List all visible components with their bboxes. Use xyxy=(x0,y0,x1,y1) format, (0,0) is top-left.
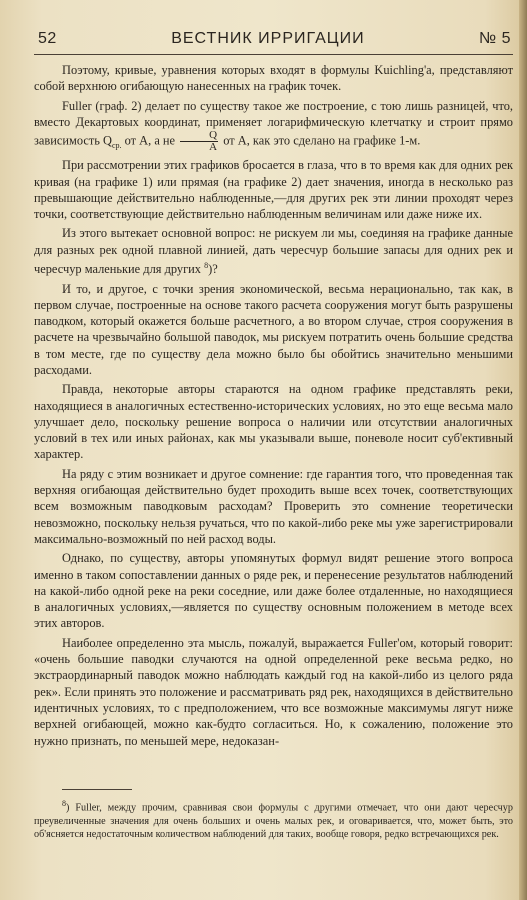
paragraph-1: Поэтому, кривые, уравнения которых входят в формулы Kuichling'a, представляют собой верхнюю огибающую нанесенных на график точек. xyxy=(34,63,513,94)
paragraph-8: Однако, по существу, авторы упомянутых формул видят решение этого вопроса именно в таком сопоставлении данных о ряде рек, и перенесение результатов наблюдений на какой-либо одной реке на реки соседние, или даже более отдаленные, но находящиеся в аналогичных условиях,—является по существу основным положением в методе всех этих авторов. xyxy=(34,551,513,631)
footnote-mark: 8 xyxy=(62,799,66,808)
paragraph-2-text-a: Fuller (граф. 2) делает по существу такое же построение, с тою лишь разницей, что, вместо Декартовых координат, применяет логарифмическую клетчатку и строит прямо зависимость Q xyxy=(34,98,513,148)
header-rule xyxy=(34,54,513,55)
paragraph-7: На ряду с этим возникает и другое сомнение: где гарантия того, что проведенная так верхняя огибающая действительно будет проходить выше всех точек, соответствующих всем возможным паводковым расходам? Проверить это сомнение теоретически невозможно, поскольку нельзя ручаться, что по какой-либо реке мы уже зарегистрировали максимально-возможный по ней расход воды. xyxy=(34,466,513,546)
footnote-ref: 8 xyxy=(204,261,209,271)
journal-title: ВЕСТНИК ИРРИГАЦИИ xyxy=(171,30,365,47)
footnote xyxy=(34,797,513,842)
fraction-numerator: Q xyxy=(180,130,218,142)
fraction-denominator: A xyxy=(209,141,218,154)
paragraph-2-text-b: от A, а не xyxy=(121,133,179,148)
paragraph-5: И то, и другое, с точки зрения экономической, весьма нерационально, так как, в первом случае, построенные на основе такого расчета сооружения могут быть разрушены паводком, который окажется больше расчетного, а во втором случае, строя сооружения в расчете на чрезвычайно большой паводок, мы рискуем потратить очень большие средства в том месте, где по существу дела можно было бы обойтись значительно меньшими расходами. xyxy=(34,281,513,377)
footnote-body: ) Fuller, между прочим, сравнивая свои формулы с другими отмечает, что они дают чересчур преувеличенные значения для очень больших и очень малых рек, и оговаривается, что, может быть, это об'ясняется недостаточным количеством наблюдений для таких, вообще говоря, редко встречающихся рек. xyxy=(34,802,513,841)
footnote-text xyxy=(34,797,513,842)
paragraph-4-text-b: )? xyxy=(208,262,218,277)
article-body xyxy=(34,62,513,752)
page-edge-shadow xyxy=(519,0,527,900)
subscript-avg: ср. xyxy=(111,141,122,150)
paragraph-3: При рассмотрении этих графиков бросается в глаза, что в то время как для одних рек кривая (на графике 1) или прямая (на графике 2) дает значения, иногда в несколько раз превышающие действительно наблюденные,—для других рек эти линии проходят через точки, соответствующие действительно наблюденным величинам или даже ниже их. xyxy=(34,158,513,222)
paragraph-2-text-c: от A, как это сделано на графике 1-м. xyxy=(220,133,421,148)
page-header xyxy=(38,30,511,52)
page-number: 52 xyxy=(38,30,57,47)
paragraph-4-text-a: Из этого вытекает основной вопрос: не рискуем ли мы, соединяя на графике данные для разных рек одной плавной линией, дать чересчур большие запасы для одних рек и чересчур маленькие для других xyxy=(34,226,513,277)
fraction-q-over-a xyxy=(180,130,218,153)
paragraph-4 xyxy=(34,225,513,277)
footnote-rule xyxy=(62,789,132,790)
issue-number: № 5 xyxy=(478,30,511,47)
paragraph-2 xyxy=(34,98,513,155)
paragraph-9: Наиболее определенно эта мысль, пожалуй, выражается Fuller'ом, который говорит: «очень большие паводки случаются на одной определенной реке весьма редко, но экстраординарный паводок можно наблюдать каждый год на какой-либо из целого ряда рек». Если принять это положение и рассматривать ряд рек, находящихся в действительно идентичных условиях, то с предположением, что все возможные максимумы лягут ниже верхней огибающей, можно как-будто согласиться. Но, к сожалению, положение это нужно признать, по меньшей мере, недоказан- xyxy=(34,635,513,748)
paragraph-6: Правда, некоторые авторы стараются на одном графике представлять реки, находящиеся в аналогичных естественно-исторических условиях, но это еще весьма мало улучшает дело, поскольку решение вопроса о наличии или отсутствии аналогичных условий в тех или иных районах, как мы указывали выше, поневоле носит суб'ективный характер. xyxy=(34,382,513,462)
